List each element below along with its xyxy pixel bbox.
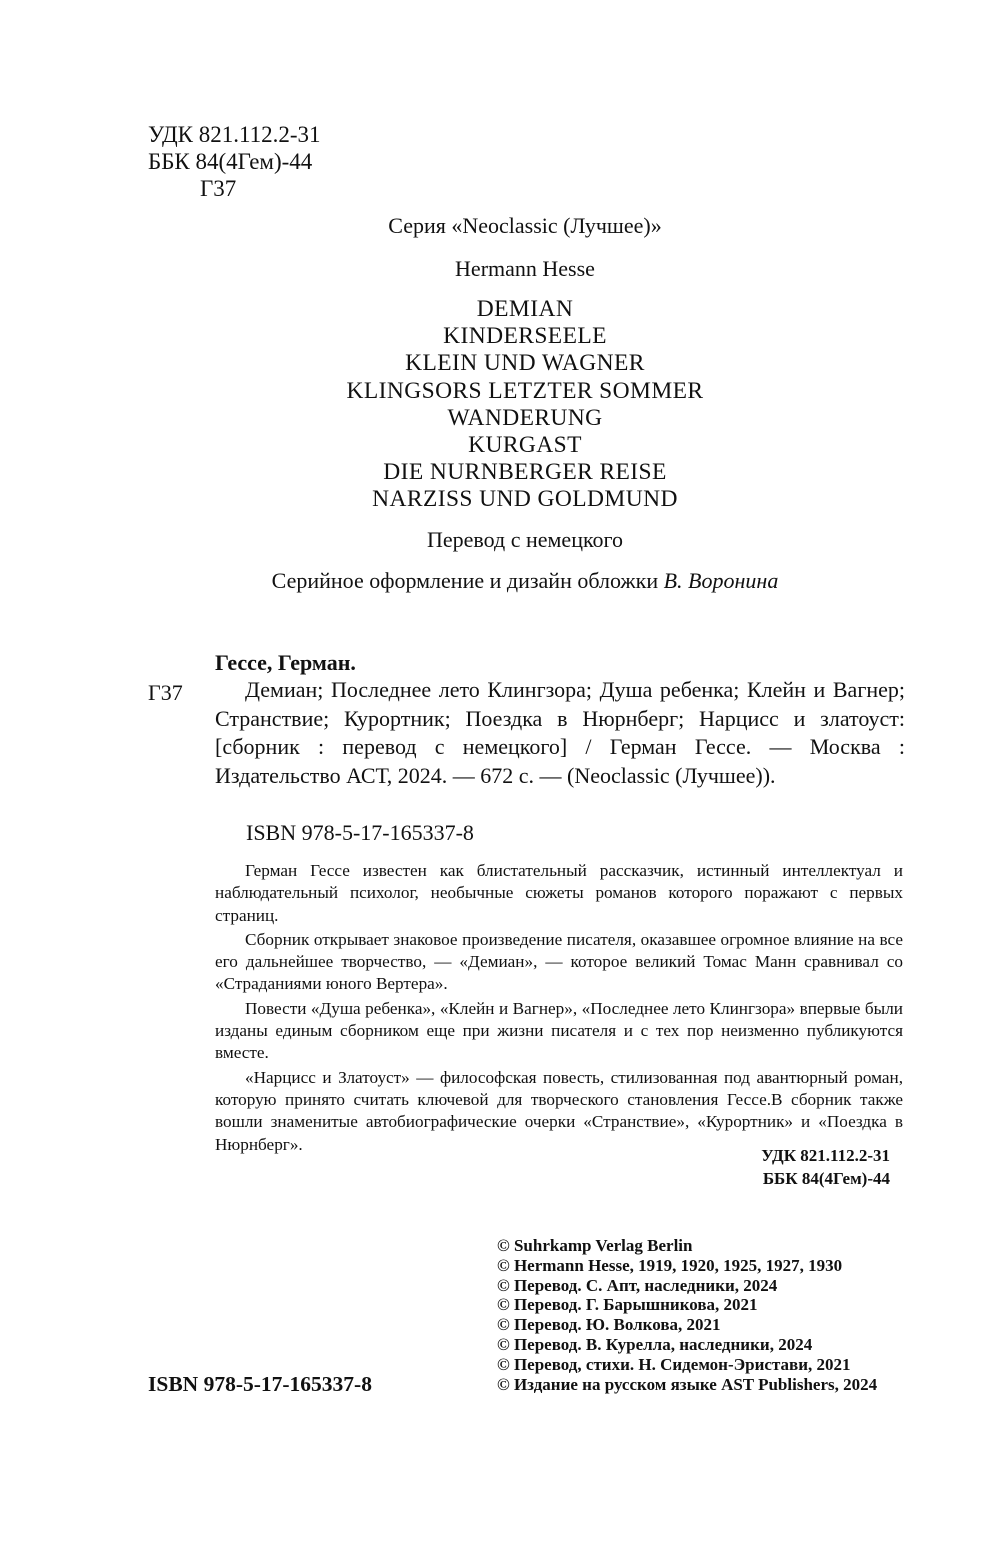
copyright-line: © Suhrkamp Verlag Berlin	[497, 1236, 693, 1255]
udk-code: УДК 821.112.2-31	[148, 122, 321, 147]
classification-block	[148, 121, 321, 202]
bib-side-sign: Г37	[148, 680, 183, 705]
copyright-line: © Перевод. Ю. Волкова, 2021	[497, 1315, 721, 1335]
author-latin: Hermann Hesse	[455, 256, 595, 281]
original-title: NARZISS UND GOLDMUND	[372, 486, 678, 513]
annotation-paragraph: Сборник открывает знаковое произведение писателя, оказавшее огромное влияние на все его дальнейшее творчество, — «Демиан», — которое великий Томас Манн сравнивал со «Страданиями юного Вертера».	[215, 929, 903, 994]
copyright-line: © Перевод. С. Апт, наследники, 2024	[497, 1275, 778, 1295]
original-title: DEMIAN	[476, 296, 574, 322]
bbk-bottom: ББК 84(4Гем)-44	[762, 1169, 890, 1188]
annotation-paragraph: Повести «Душа ребенка», «Клейн и Вагнер», «Последнее лето Клингзора» впервые были изданы единым сборником еще при жизни писателя и с тех пор неизменно публикуются вместе.	[215, 998, 903, 1063]
design-note-text: Серийное оформление и дизайн обложки	[271, 568, 659, 593]
annotation-paragraph: Герман Гессе известен как блистательный рассказчик, истинный интеллектуал и наблюдательный психолог, необычные сюжеты романов которого поражают с первых страниц.	[215, 861, 903, 925]
copyright-line: © Издание на русском языке AST Publishers, 2024	[497, 1374, 878, 1394]
original-titles	[0, 296, 1000, 514]
udk-bottom-block	[761, 1144, 890, 1190]
bbk-code: ББК 84(4Гем)-44	[148, 149, 313, 174]
original-title: KINDERSEELE	[443, 323, 607, 350]
original-title: WANDERUNG	[447, 404, 603, 431]
isbn-bottom: ISBN 978-5-17-165337-8	[148, 1372, 372, 1396]
series-line: Серия «Neoclassic (Лучшее)»	[388, 213, 662, 238]
designer-name: В. Воронина	[663, 568, 779, 593]
copyright-line: © Hermann Hesse, 1919, 1920, 1925, 1927, 1930	[497, 1255, 843, 1275]
bib-author: Гессе, Герман.	[215, 650, 356, 675]
design-note	[0, 568, 1000, 594]
original-title: KLEIN UND WAGNER	[405, 350, 645, 377]
translation-note: Перевод с немецкого	[426, 527, 624, 552]
copyright-line: © Перевод. Г. Барышникова, 2021	[497, 1295, 758, 1315]
annotation-paragraph: «Нарцисс и Златоуст» — философская повесть, стилизованная под авантюрный роман, которую принято считать ключевой для творческого становления Гессе.В сборник также вошли знаменитые автобиографические очерки «Странствие», «Курортник» и «Поездка в Нюрнберг».	[215, 1067, 903, 1154]
copyright-line: © Перевод. В. Курелла, наследники, 2024	[497, 1334, 813, 1354]
original-title: KURGAST	[468, 432, 582, 459]
author-sign: Г37	[200, 176, 237, 201]
annotation	[215, 860, 903, 1158]
copyright-block	[497, 1236, 877, 1394]
udk-bottom: УДК 821.112.2-31	[761, 1146, 890, 1165]
bib-isbn: ISBN 978-5-17-165337-8	[246, 820, 474, 845]
bib-description: Демиан; Последнее лето Клингзора; Душа ребенка; Клейн и Вагнер; Странствие; Курортник; Поездка в Нюрнберг; Нарцисс и златоуст: [сборник : перевод с немецкого] / Герман Гессе. — Москва : Издательство АСТ, 2024. — 672 с. — (Neoclassic (Лучшее)).	[215, 677, 905, 788]
original-title: DIE NURNBERGER REISE	[383, 459, 667, 486]
copyright-line: © Перевод, стихи. Н. Сидемон-Эристави, 2021	[497, 1354, 851, 1374]
original-title: KLINGSORS LETZTER SOMMER	[346, 377, 704, 404]
